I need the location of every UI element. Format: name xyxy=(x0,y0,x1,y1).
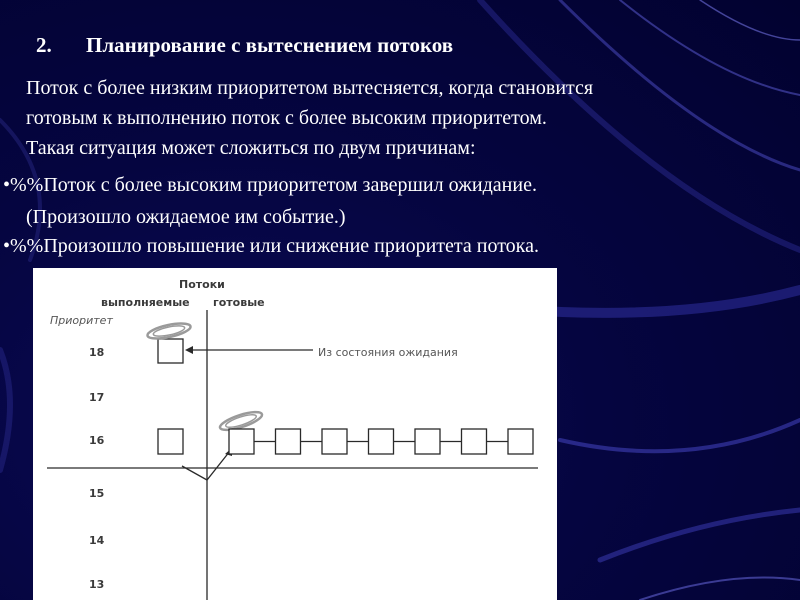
priority-level-18: 18 xyxy=(89,346,105,359)
preempt-arrow-line xyxy=(182,451,230,480)
thread-box-ready-16 xyxy=(415,429,440,454)
bullet-marker: •%% xyxy=(3,235,44,257)
thread-box-ready-16 xyxy=(369,429,394,454)
bullet-text: Произошло повышение или снижение приоритета потока. xyxy=(43,235,539,257)
thread-box-priority-18 xyxy=(158,339,183,363)
heading-text: Планирование с вытеснением потоков xyxy=(86,33,454,57)
priority-diagram xyxy=(33,268,557,600)
annotation-from-wait: Из состояния ожидания xyxy=(318,346,458,359)
thread-box-ready-16 xyxy=(462,429,487,454)
bullet-item xyxy=(3,174,537,196)
thread-box-ready-16 xyxy=(508,429,533,454)
wait-arrow-head xyxy=(185,346,193,354)
axis-label-priority: Приоритет xyxy=(50,314,113,327)
bullet-marker: •%% xyxy=(3,174,44,196)
column-header-running: выполняемые xyxy=(101,296,190,309)
thread-box-ready-16 xyxy=(322,429,347,454)
body-line-1: Поток с более низким приоритетом вытесняется, когда становится xyxy=(26,77,594,99)
bullet-continuation xyxy=(26,206,346,228)
priority-level-15: 15 xyxy=(89,487,105,500)
priority-diagram-svg xyxy=(33,268,557,600)
ready-queue-16 xyxy=(229,429,533,454)
priority-level-16: 16 xyxy=(89,434,105,447)
bullet-item xyxy=(3,235,539,257)
thread-box-ready-16 xyxy=(276,429,301,454)
priority-level-17: 17 xyxy=(89,391,105,404)
body-line-3: Такая ситуация может сложиться по двум причинам: xyxy=(26,137,476,159)
heading-number: 2. xyxy=(36,33,52,57)
priority-level-14: 14 xyxy=(89,534,105,547)
body-line-2: готовым к выполнению поток с более высоким приоритетом. xyxy=(26,107,547,129)
halo-icon xyxy=(146,321,192,342)
thread-box-ready-16 xyxy=(229,429,254,454)
bullet-text: Поток с более высоким приоритетом завершил ожидание. xyxy=(43,174,537,196)
priority-level-13: 13 xyxy=(89,578,105,591)
slide-heading xyxy=(36,33,453,58)
diagram-title: Потоки xyxy=(179,278,225,291)
column-header-ready: готовые xyxy=(213,296,265,309)
bullet-text: (Произошло ожидаемое им событие.) xyxy=(26,206,346,228)
thread-box-running-16 xyxy=(158,429,183,454)
